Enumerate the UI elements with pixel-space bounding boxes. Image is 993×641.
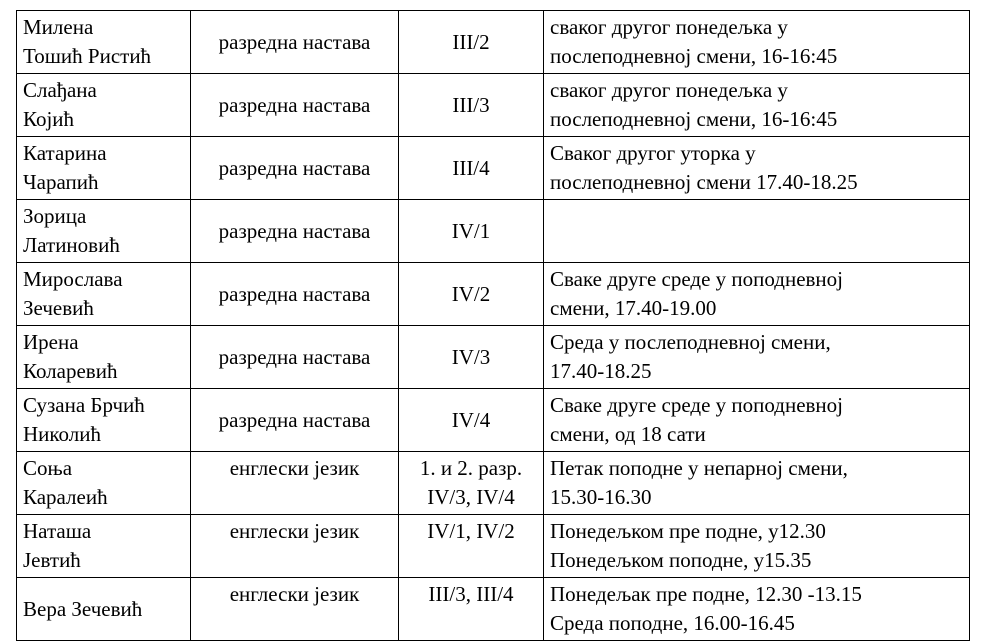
teacher-name-line: Јевтић [23,548,81,572]
teacher-name-cell [17,578,191,641]
class-text: IV/4 [451,407,491,432]
subject-cell [191,515,399,578]
class-text: 1. и 2. разр. [419,456,523,480]
class-cell [399,326,544,389]
consultation-schedule-table [16,10,970,641]
time-cell [544,11,970,74]
teacher-name-cell [17,263,191,326]
time-line: Понедељком пре подне, у12.30 [550,519,826,543]
subject-cell [191,200,399,263]
class-text: IV/1 [451,218,491,243]
table-row [17,389,970,452]
teacher-name-cell [17,200,191,263]
time-line: Петак поподне у непарној смени, [550,456,848,480]
class-text: III/2 [452,29,490,54]
table-row [17,200,970,263]
time-line: Сваке друге среде у поподневној [550,267,844,291]
teacher-name-line: Коларевић [23,359,118,383]
table-row [17,263,970,326]
class-cell [399,11,544,74]
class-cell [399,452,544,515]
subject-text: енглески језик [229,582,360,606]
teacher-name-line: Катарина [23,141,107,165]
time-cell [544,515,970,578]
subject-text: разредна настава [218,218,371,243]
class-cell [399,263,544,326]
time-cell [544,578,970,641]
teacher-name-line: Којић [23,107,75,131]
table-row [17,326,970,389]
subject-text: енглески језик [229,456,360,480]
teacher-name-line: Соња [23,456,73,480]
time-cell [544,263,970,326]
teacher-name-line: Николић [23,422,101,446]
subject-cell [191,326,399,389]
time-line: 15.30-16.30 [550,485,652,509]
subject-text: разредна настава [218,344,371,369]
class-cell [399,578,544,641]
teacher-name-line: Вера Зечевић [23,596,143,621]
class-cell [399,137,544,200]
class-text: IV/3, IV/4 [427,485,515,509]
subject-cell [191,452,399,515]
time-line: Сваког другог уторка у [550,141,756,165]
teacher-name-cell [17,137,191,200]
teacher-name-cell [17,11,191,74]
teacher-name-line: Наташа [23,519,92,543]
class-text: IV/1, IV/2 [427,519,515,543]
table-row [17,11,970,74]
subject-cell [191,263,399,326]
time-line: сваког другог понедељка у [550,78,788,102]
teacher-name-cell [17,326,191,389]
teacher-name-line: Каралеић [23,485,108,509]
teacher-name-line: Слађана [23,78,97,102]
schedule-body [17,11,970,641]
class-text: III/3 [452,92,490,117]
class-cell [399,515,544,578]
time-line: 17.40-18.25 [550,359,652,383]
teacher-name-line: Сузана Брчић [23,393,145,417]
subject-text: енглески језик [229,519,360,543]
subject-cell [191,578,399,641]
time-cell [544,389,970,452]
time-line: послеподневној смени, 16-16:45 [550,107,838,131]
table-row [17,515,970,578]
time-cell [544,452,970,515]
teacher-name-line: Мирослава [23,267,123,291]
teacher-name-line: Милена [23,15,94,39]
subject-cell [191,389,399,452]
subject-text: разредна настава [218,407,371,432]
table-row [17,137,970,200]
time-line: послеподневној смени, 16-16:45 [550,44,838,68]
teacher-name-cell [17,452,191,515]
time-line: Понедељком поподне, у15.35 [550,548,812,572]
subject-text: разредна настава [218,92,371,117]
class-cell [399,389,544,452]
class-text: IV/3 [451,344,491,369]
time-line: Среда поподне, 16.00-16.45 [550,611,795,635]
subject-cell [191,74,399,137]
teacher-name-cell [17,74,191,137]
table-row [17,452,970,515]
time-cell-empty [544,200,970,263]
time-line: Сваке друге среде у поподневној [550,393,844,417]
class-text: III/4 [452,155,490,180]
time-line: Понедељак пре подне, 12.30 -13.15 [550,582,862,606]
table-row [17,578,970,641]
subject-text: разредна настава [218,29,371,54]
subject-cell [191,137,399,200]
subject-text: разредна настава [218,155,371,180]
subject-text: разредна настава [218,281,371,306]
teacher-name-line: Тошић Ристић [23,44,152,68]
teacher-name-line: Чарапић [23,170,99,194]
time-cell [544,137,970,200]
time-line: смени, 17.40-19.00 [550,296,717,320]
time-line: Среда у послеподневној смени, [550,330,831,354]
teacher-name-cell [17,515,191,578]
teacher-name-cell [17,389,191,452]
time-line: сваког другог понедељка у [550,15,788,39]
class-cell [399,200,544,263]
class-text: IV/2 [451,281,491,306]
class-cell [399,74,544,137]
time-line: послеподневној смени 17.40-18.25 [550,170,858,194]
time-line: смени, од 18 сати [550,422,706,446]
class-text: III/3, III/4 [428,582,514,606]
teacher-name-line: Латиновић [23,233,120,257]
time-cell [544,74,970,137]
time-cell [544,326,970,389]
teacher-name-line: Зечевић [23,296,94,320]
table-row [17,74,970,137]
teacher-name-line: Зорица [23,204,87,228]
subject-cell [191,11,399,74]
teacher-name-line: Ирена [23,330,79,354]
